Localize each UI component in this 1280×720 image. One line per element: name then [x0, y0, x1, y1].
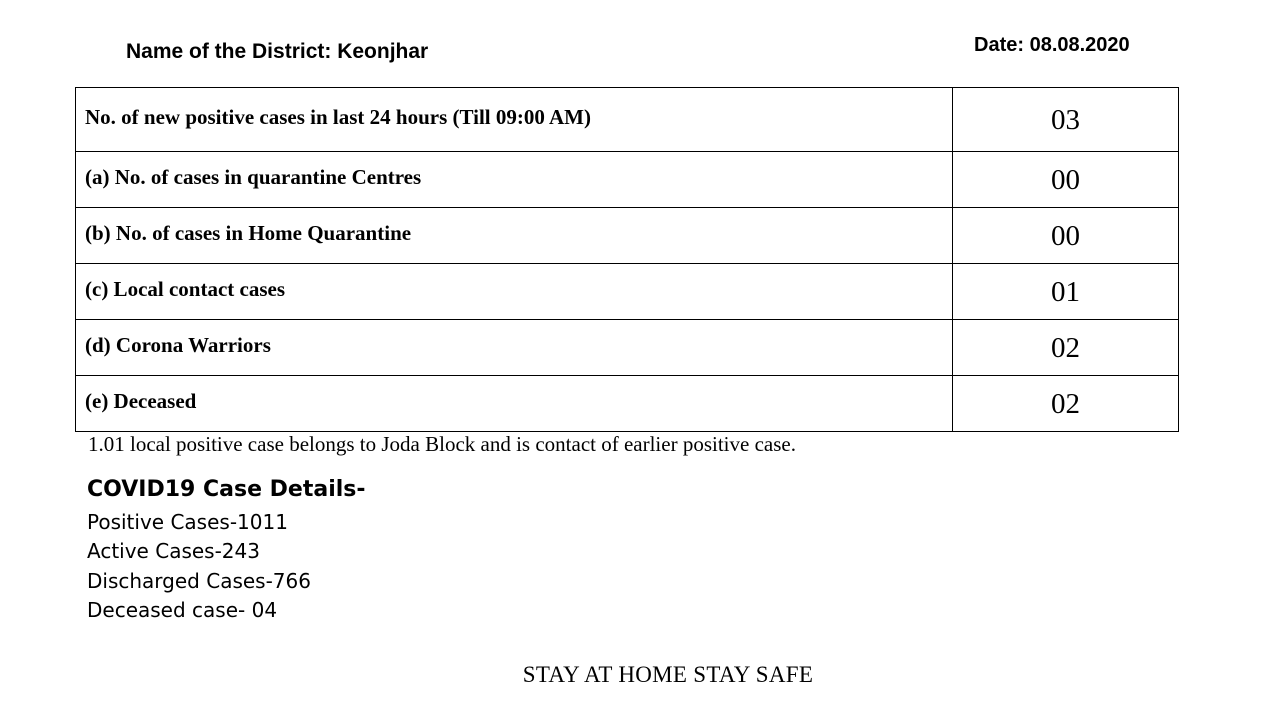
row-value-new-positive: 03 — [953, 88, 1179, 152]
table-row — [76, 208, 1179, 264]
footer-slogan: STAY AT HOME STAY SAFE — [522, 662, 814, 687]
table-row — [76, 376, 1179, 432]
local-case-note: 1.01 local positive case belongs to Joda Block and is contact of earlier positive case. — [88, 432, 796, 456]
row-label-home-quarantine: (b) No. of cases in Home Quarantine — [76, 208, 953, 264]
table-row — [76, 320, 1179, 376]
row-value-deceased: 02 — [953, 376, 1179, 432]
case-stats-table — [75, 87, 1179, 432]
table-row — [76, 88, 1179, 152]
row-label-local-contact: (c) Local contact cases — [76, 264, 953, 320]
case-details-title: COVID19 Case Details- — [87, 477, 366, 502]
district-name: Name of the District: Keonjhar — [126, 40, 429, 63]
row-label-quarantine-centres: (a) No. of cases in quarantine Centres — [76, 152, 953, 208]
case-details-list — [87, 508, 311, 625]
report-date: Date: 08.08.2020 — [974, 34, 1130, 56]
table-row — [76, 152, 1179, 208]
table-row — [76, 264, 1179, 320]
positive-cases: Positive Cases-1011 — [87, 510, 288, 534]
row-value-home-quarantine: 00 — [953, 208, 1179, 264]
row-value-corona-warriors: 02 — [953, 320, 1179, 376]
deceased-cases: Deceased case- 04 — [87, 597, 278, 622]
row-label-deceased: (e) Deceased — [76, 376, 953, 432]
row-value-quarantine-centres: 00 — [953, 152, 1179, 208]
row-value-local-contact: 01 — [953, 264, 1179, 320]
active-cases: Active Cases-243 — [87, 539, 260, 564]
row-label-new-positive: No. of new positive cases in last 24 hours (Till 09:00 AM) — [76, 88, 953, 152]
row-label-corona-warriors: (d) Corona Warriors — [76, 320, 953, 376]
discharged-cases: Discharged Cases-766 — [87, 568, 311, 593]
